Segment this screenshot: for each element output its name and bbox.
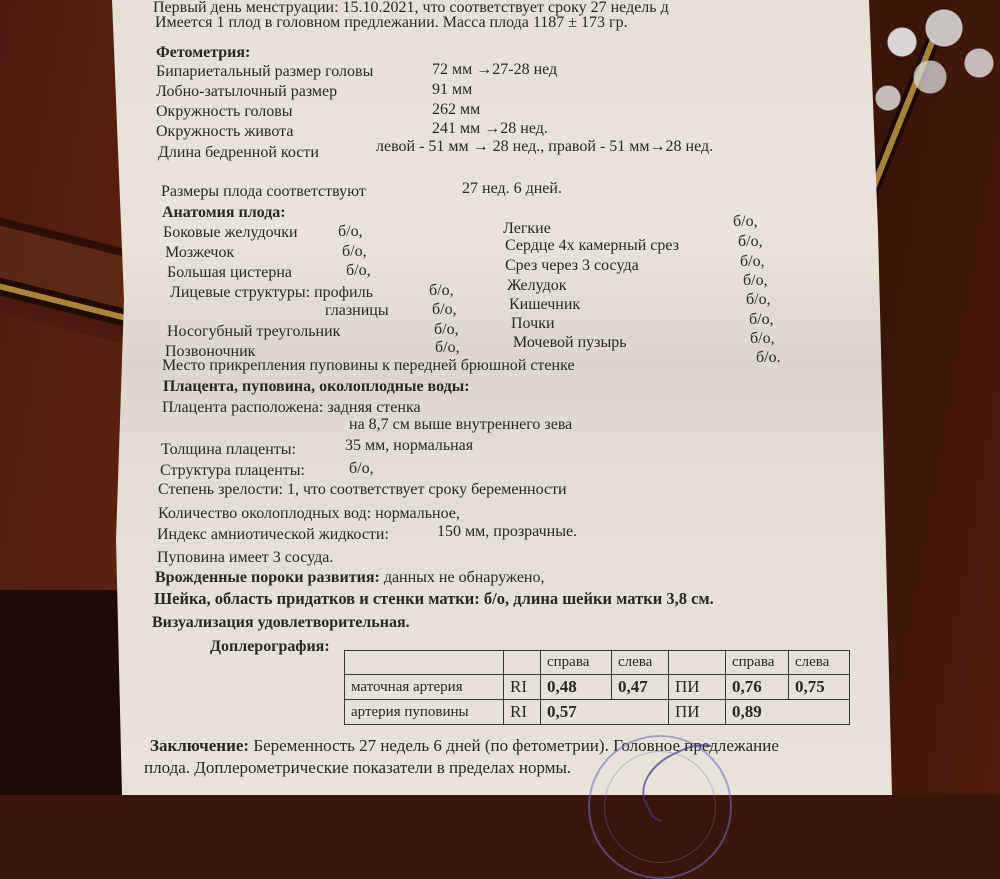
doppler-header-cell: справа bbox=[726, 651, 789, 675]
malformations-label: Врожденные пороки развития: bbox=[155, 569, 380, 586]
anatomy-label: Мочевой пузырь bbox=[513, 334, 627, 351]
placenta-thickness-label: Толщина плаценты: bbox=[161, 441, 296, 458]
conclusion-text: Беременность 27 недель 6 дней (по фетометрии). Головное предлежание bbox=[249, 736, 779, 755]
conclusion-line-2: плода. Доплерометрические показатели в пределах нормы. bbox=[144, 758, 572, 777]
fetometry-value: 72 мм →27-28 нед bbox=[432, 61, 558, 78]
fetus-line: Имеется 1 плод в головном предлежании. Масса плода 1187 ± 173 гр. bbox=[155, 14, 628, 31]
doppler-value: 0,76 bbox=[726, 675, 789, 700]
doppler-vessel: маточная артерия bbox=[345, 675, 504, 700]
doppler-index: ПИ bbox=[669, 700, 726, 725]
anatomy-value: б/о, bbox=[743, 272, 768, 289]
anatomy-label: Лицевые структуры: профиль bbox=[170, 284, 373, 301]
fetometry-value: левой - 51 мм → 28 нед., правой - 51 мм→28 нед. bbox=[376, 138, 714, 155]
placenta-structure-label: Структура плаценты: bbox=[160, 462, 305, 479]
anatomy-value: б/о, bbox=[346, 262, 371, 279]
anatomy-value: б/о, bbox=[733, 213, 758, 230]
fetometry-label: Лобно-затылочный размер bbox=[156, 83, 338, 100]
fetometry-value: 91 мм bbox=[432, 81, 473, 98]
visualization-line: Визуализация удовлетворительная. bbox=[152, 614, 410, 631]
fetometry-value: 262 мм bbox=[432, 101, 481, 118]
anatomy-title: Анатомия плода: bbox=[162, 204, 286, 221]
placenta-maturity: Степень зрелости: 1, что соответствует сроку беременности bbox=[158, 481, 567, 498]
cord-insertion-label: Место прикрепления пуповины к передней брюшной стенке bbox=[162, 357, 575, 374]
afi-label: Индекс амниотической жидкости: bbox=[157, 526, 389, 543]
doppler-value: 0,48 bbox=[541, 675, 612, 700]
doppler-header-cell bbox=[669, 651, 726, 675]
doppler-row-umbilical-artery bbox=[345, 700, 850, 725]
anatomy-value: б/о, bbox=[746, 291, 771, 308]
anatomy-value: б/о, bbox=[750, 330, 775, 347]
placenta-title: Плацента, пуповина, околоплодные воды: bbox=[163, 378, 470, 395]
doppler-header-row bbox=[345, 651, 850, 675]
afi-value: 150 мм, прозрачные. bbox=[437, 523, 578, 540]
cervix-line: Шейка, область придатков и стенки матки: б/о, длина шейки матки 3,8 см. bbox=[154, 589, 714, 608]
anatomy-value: б/о, bbox=[342, 243, 367, 260]
doppler-index: RI bbox=[504, 700, 541, 725]
size-match-label: Размеры плода соответствуют bbox=[161, 183, 366, 200]
doppler-header-cell: слева bbox=[789, 651, 850, 675]
conclusion-label: Заключение: bbox=[150, 736, 250, 755]
size-match-value: 27 нед. 6 дней. bbox=[462, 180, 562, 197]
doppler-value: 0,57 bbox=[541, 700, 669, 725]
doppler-value: 0,89 bbox=[726, 700, 850, 725]
malformations-line bbox=[155, 570, 544, 586]
anatomy-value: б/о, bbox=[434, 321, 459, 338]
doppler-index: RI bbox=[504, 675, 541, 700]
anatomy-value: б/о, bbox=[749, 311, 774, 328]
placenta-location: Плацента расположена: задняя стенка bbox=[162, 399, 421, 416]
malformations-value: данных не обнаружено, bbox=[379, 569, 545, 586]
amniotic-fluid-amount: Количество околоплодных вод: нормальное, bbox=[158, 505, 460, 522]
placenta-structure-value: б/о, bbox=[349, 460, 374, 477]
anatomy-label: Срез через 3 сосуда bbox=[505, 257, 639, 274]
anatomy-value: б/о, bbox=[429, 282, 454, 299]
fetometry-label: Бипариетальный размер головы bbox=[156, 63, 374, 80]
anatomy-label: Почки bbox=[511, 315, 555, 332]
placenta-location-detail: на 8,7 см выше внутреннего зева bbox=[349, 416, 573, 433]
cord-insertion-value: б/о. bbox=[756, 349, 781, 366]
anatomy-value: б/о, bbox=[432, 301, 457, 318]
anatomy-label: Легкие bbox=[503, 220, 551, 237]
anatomy-value: б/о, bbox=[738, 233, 763, 250]
anatomy-label: глазницы bbox=[325, 302, 389, 319]
doppler-header-cell: справа bbox=[541, 651, 612, 675]
doppler-table bbox=[344, 650, 850, 725]
anatomy-label: Позвоночник bbox=[165, 343, 256, 360]
anatomy-label: Сердце 4х камерный срез bbox=[505, 237, 680, 254]
doppler-header-cell: слева bbox=[612, 651, 669, 675]
fetometry-label: Окружность головы bbox=[156, 103, 293, 120]
anatomy-label: Желудок bbox=[507, 277, 567, 294]
doppler-vessel: артерия пуповины bbox=[345, 700, 504, 725]
anatomy-label: Носогубный треугольник bbox=[167, 323, 341, 340]
doppler-row-uterine-artery bbox=[345, 675, 850, 700]
placenta-thickness-value: 35 мм, нормальная bbox=[345, 437, 474, 454]
fetometry-value: 241 мм →28 нед. bbox=[432, 120, 548, 137]
anatomy-value: б/о, bbox=[435, 339, 460, 356]
lace-doily bbox=[860, 0, 1000, 140]
fetometry-title: Фетометрия: bbox=[156, 44, 251, 61]
doppler-header-cell bbox=[345, 651, 504, 675]
fetometry-label: Окружность живота bbox=[156, 123, 294, 140]
doppler-value: 0,47 bbox=[612, 675, 669, 700]
anatomy-value: б/о, bbox=[740, 253, 765, 270]
anatomy-label: Кишечник bbox=[509, 296, 581, 313]
anatomy-value: б/о, bbox=[338, 223, 363, 240]
doppler-header-cell bbox=[504, 651, 541, 675]
fetometry-label: Длина бедренной кости bbox=[158, 144, 319, 161]
anatomy-label: Боковые желудочки bbox=[163, 224, 298, 241]
doppler-value: 0,75 bbox=[789, 675, 850, 700]
umbilical-cord-vessels: Пуповина имеет 3 сосуда. bbox=[157, 549, 334, 566]
anatomy-label: Мозжечок bbox=[165, 244, 235, 261]
lmp-line: Первый день менструации: 15.10.2021, что соответствует сроку 27 недель д bbox=[153, 0, 669, 16]
doppler-index: ПИ bbox=[669, 675, 726, 700]
doppler-title: Доплерография: bbox=[210, 638, 330, 655]
anatomy-label: Большая цистерна bbox=[167, 264, 293, 281]
